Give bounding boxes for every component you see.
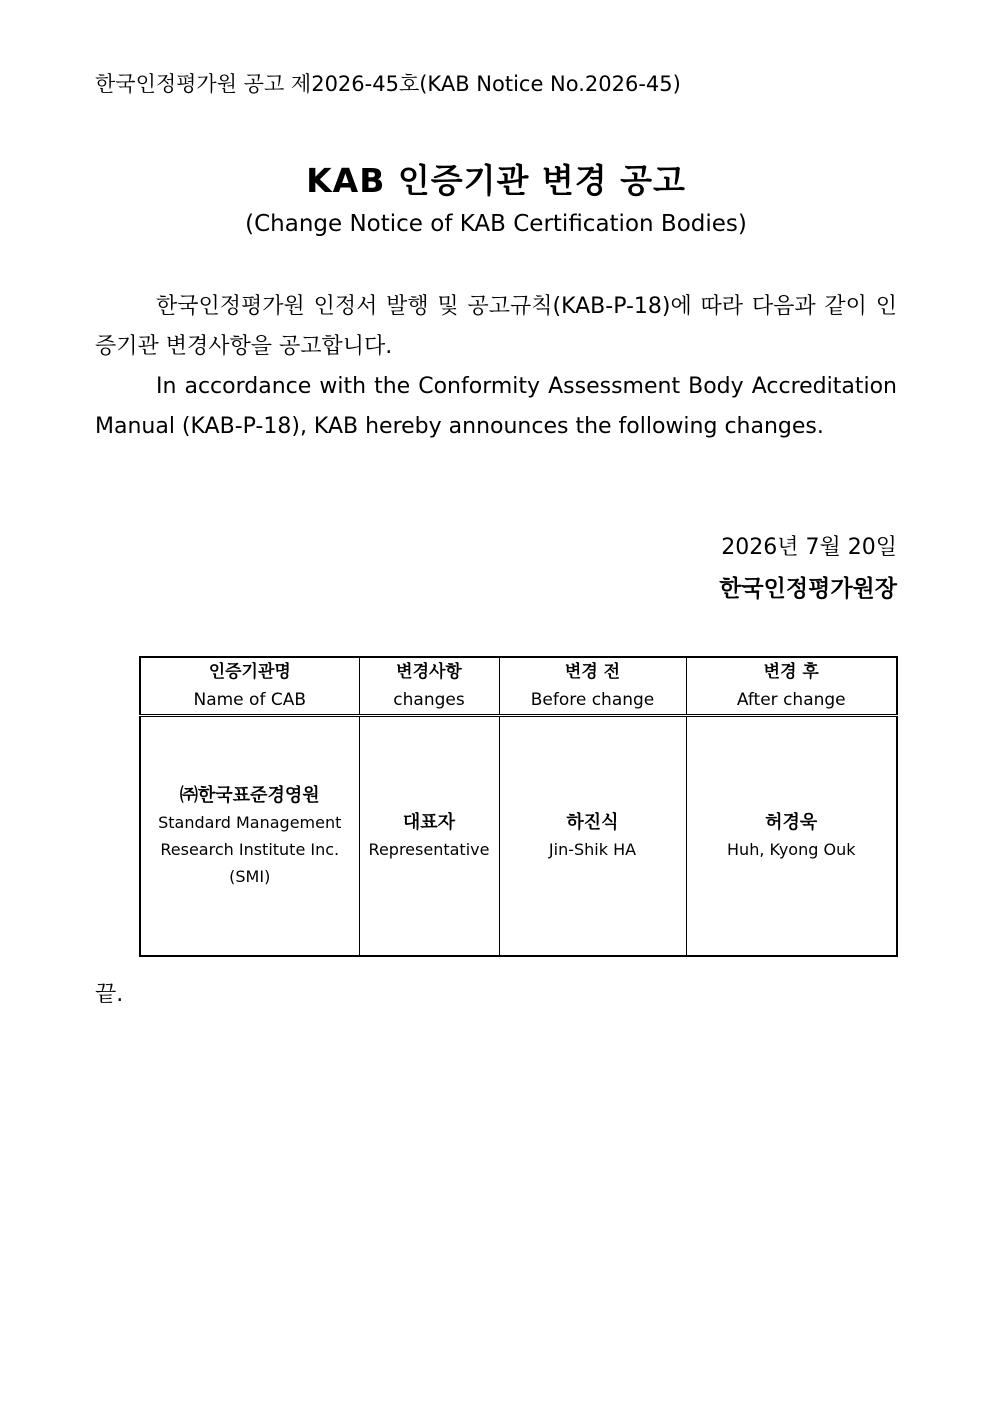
column-header-changes xyxy=(359,657,499,716)
column-header-after xyxy=(686,657,897,716)
cab-name-en-line: (SMI) xyxy=(229,867,271,886)
column-header-label-ko: 변경 전 xyxy=(564,662,621,682)
column-header-label-en: Before change xyxy=(530,690,655,710)
table-header-row xyxy=(140,657,897,716)
after-change-cell xyxy=(686,716,897,957)
column-header-label-en: After change xyxy=(736,690,846,710)
body-paragraph-korean: 한국인정평가원 인정서 발행 및 공고규칙(KAB-P-18)에 따라 다음과 같이 인증기관 변경사항을 공고합니다. xyxy=(95,294,897,359)
table-row xyxy=(140,716,897,957)
before-change-ko: 하진식 xyxy=(566,812,619,833)
column-header-before xyxy=(499,657,686,716)
cab-name-ko: ㈜한국표준경영원 xyxy=(179,785,320,806)
after-change-ko: 허경욱 xyxy=(765,812,818,833)
cab-name-en-line: Research Institute Inc. xyxy=(160,840,340,859)
change-table xyxy=(139,656,898,957)
column-header-label-en: Name of CAB xyxy=(193,690,306,710)
before-change-cell xyxy=(499,716,686,957)
change-type-ko: 대표자 xyxy=(402,812,456,833)
end-mark: 끝. xyxy=(95,982,124,1007)
column-header-label-ko: 인증기관명 xyxy=(208,662,291,682)
notice-date: 2026년 7월 20일 xyxy=(721,535,897,560)
column-header-label-ko: 변경 후 xyxy=(763,662,819,682)
column-header-label-en: changes xyxy=(393,690,465,710)
change-type-en: Representative xyxy=(368,840,490,859)
cab-name-cell xyxy=(140,716,359,957)
page-title: KAB 인증기관 변경 공고 xyxy=(306,161,686,200)
before-change-en: Jin-Shik HA xyxy=(548,840,637,859)
page-subtitle: (Change Notice of KAB Certification Bodies) xyxy=(245,211,747,237)
body-paragraph-english: In accordance with the Conformity Assessment Body Accreditation Manual (KAB-P-18), KAB hereby announces the following changes. xyxy=(95,374,897,439)
column-header-cab-name xyxy=(140,657,359,716)
change-type-cell xyxy=(359,716,499,957)
column-header-label-ko: 변경사항 xyxy=(396,662,462,682)
cab-name-en-line: Standard Management xyxy=(158,813,342,832)
notice-number: 한국인정평가원 공고 제2026-45호(KAB Notice No.2026-45) xyxy=(95,72,681,96)
after-change-en: Huh, Kyong Ouk xyxy=(727,840,856,859)
issuer-name: 한국인정평가원장 xyxy=(719,576,897,602)
